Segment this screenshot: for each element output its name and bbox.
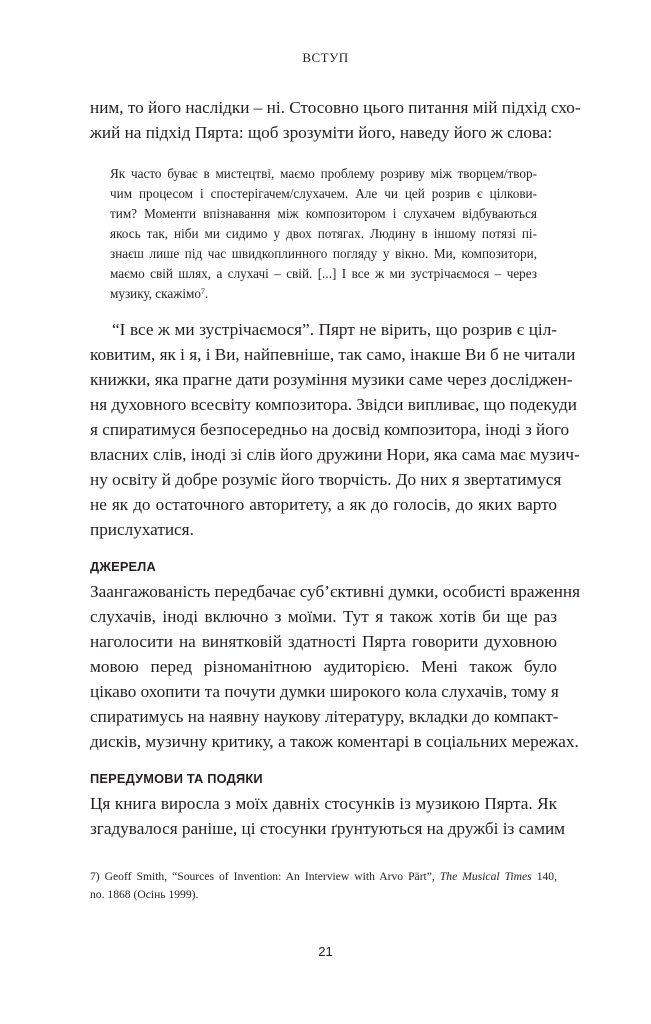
body-line: спиратимусь на наявну наукову літературу, вкладки до компакт- [90,707,559,726]
body-line: мовою перед різноманітною аудиторією. Мені також було [90,657,557,676]
section-heading-prerequisites: ПЕРЕДУМОВИ ТА ПОДЯКИ [90,771,263,786]
quote-line: знаєш лише під час швидкоплинного погляду у вікно. Ми, композитори, [110,246,537,261]
section-heading-sources: ДЖЕРЕЛА [90,559,156,574]
body-line: слухачів, іноді включно з моїми. Тут я також хотів би ще раз [90,607,557,626]
body-line: я спиратимуся безпосередньо на досвід композитора, іноді з його [90,420,570,439]
body-line: прислухатися. [90,520,194,539]
quote-last-text: музику, скажімо [110,286,201,301]
footnote-mark: 7 [200,287,205,296]
quote-line-last [110,284,537,304]
body-line: ну освіту й добре розуміє його творчість. До них я звертатимуся [90,470,562,489]
footnote-source: 7) Geoff Smith, “Sources of Invention: An Interview with Arvo Pärt”, [90,870,435,883]
quote-line: чим процесом і спостерігачем/слухачем. Але чи цей розрив є цілкови- [110,186,537,201]
body-line: наголосити на винятковій здатності Пярта говорити духовною [90,632,557,651]
quote-line: якось так, ніби ми сидимо у двох потягах. Людину в іншому потязі пі- [110,226,537,241]
quote-line: маємо свій шлях, а слухачі – свій. [...] І все ж ми зустрічаємося – через [110,266,537,281]
body-line: ня духовного всесвіту композитора. Звідси випливає, що подекуди [90,395,577,414]
quote-line: тим? Моменти впізнавання між композитором і слухачем відбуваються [110,206,537,221]
quote-last-suffix: . [204,286,209,301]
body-line: ковитим, як і я, і Ви, найпевніше, так само, інакше Ви б не читали [90,345,576,364]
footnote-journal: The Musical Times [439,870,532,883]
body-line: книжки, яка прагне дати розуміння музики саме через досліджен- [90,370,573,389]
running-head: ВСТУП [302,50,349,65]
body-line: не як до остаточного авторитету, а як до голосів, до яких варто [90,495,557,514]
body-line: дисків, музичну критику, а також коментарі в соціальних мережах. [90,732,579,751]
body-line: Заангажованість передбачає суб’єктивні думки, особисті враження [90,582,581,601]
body-line: “І все ж ми зустрічаємося”. Пярт не вірить, що розрив є ціл- [112,320,557,339]
body-line: ним, то його наслідки – ні. Стосовно цього питання мій підхід схо- [90,98,581,117]
footnote-line: no. 1868 (Осінь 1999). [90,888,199,901]
quote-line: Як часто буває в мистецтві, маємо проблему розриву між творцем/твор- [110,166,537,181]
body-line: жий на підхід Пярта: щоб зрозуміти його, наведу його ж слова: [90,123,553,142]
footnote-volume: 140, [536,870,557,883]
body-line: цікаво охопити та почути думки широкого кола слухачів, тому я [90,682,559,701]
footnote-line [90,868,557,886]
body-line: власних слів, іноді зі слів його дружини Нори, яка сама має музич- [90,445,580,464]
body-line: згадувалося раніше, ці стосунки ґрунтуються на дружбі із самим [90,819,566,838]
body-line: Ця книга виросла з моїх давніх стосунків із музикою Пярта. Як [90,794,557,813]
page-number: 21 [318,944,333,959]
